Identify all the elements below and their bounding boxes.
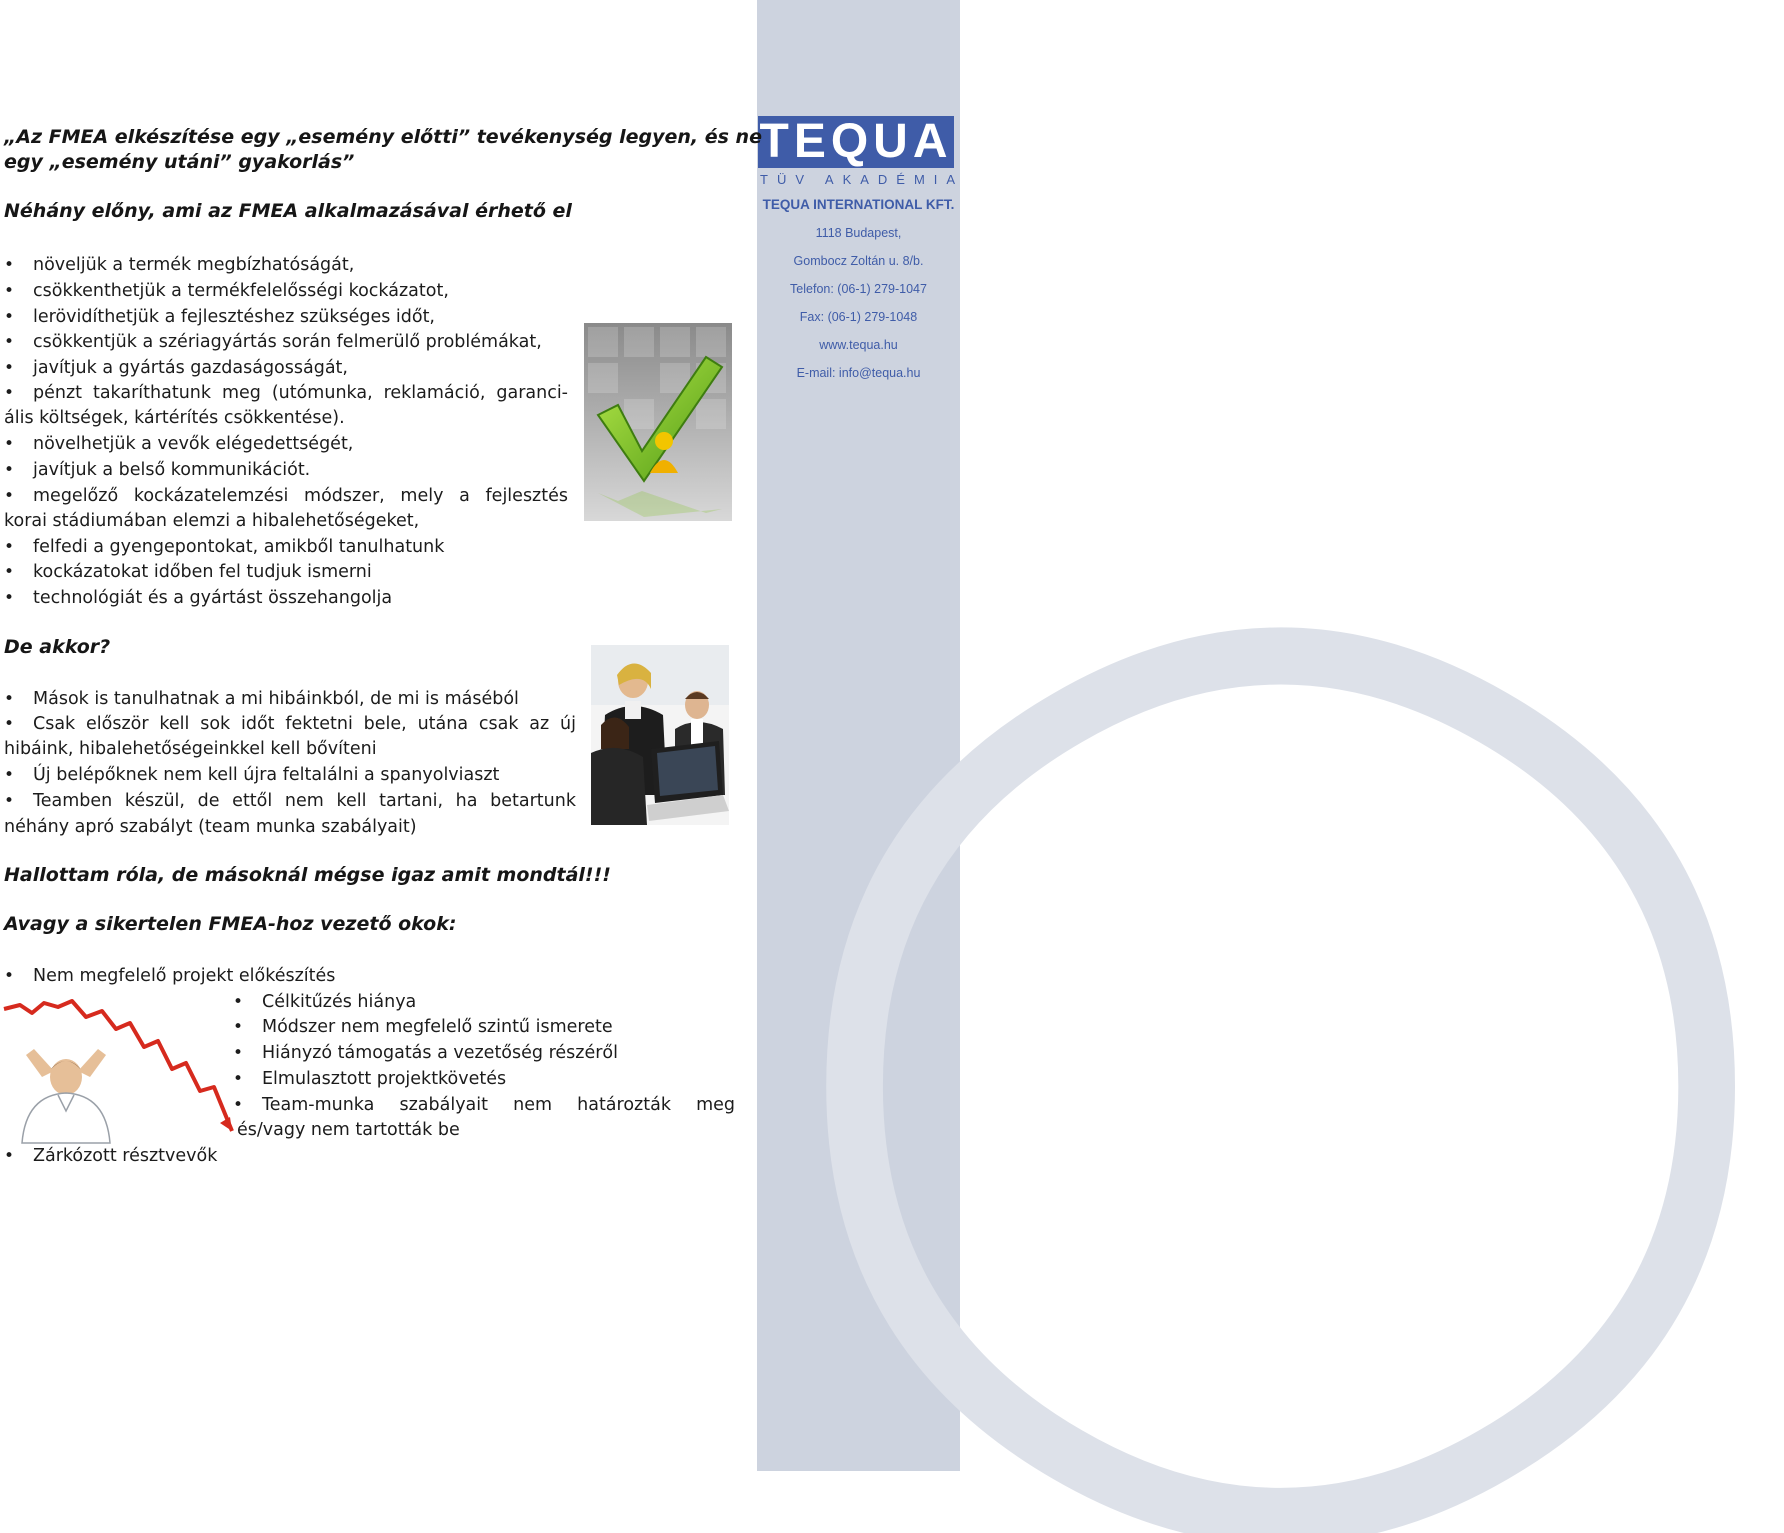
list-item: • lerövidíthetjük a fejlesztéshez szükséges időt, [33, 305, 435, 329]
company-name: TEQUA INTERNATIONAL KFT. [762, 197, 955, 212]
list-item: • csökkenthetjük a termékfelelősségi kockázatot, [33, 279, 449, 303]
section-heading-hallottam: Hallottam róla, de másoknál mégse igaz amit mondtál!!! [4, 864, 611, 886]
fax: Fax: (06-1) 279-1048 [799, 310, 918, 324]
section-heading-okok: Avagy a sikertelen FMEA-hoz vezető okok: [4, 913, 457, 935]
watermark-q-shape: ◯ [777, 486, 1784, 1533]
benefits-heading: Néhány előny, ami az FMEA alkalmazásával érhető el [4, 200, 572, 222]
stressed-man-falling-chart-illustration [2, 995, 237, 1143]
list-item: • felfedi a gyengepontokat, amikből tanulhatunk [33, 535, 444, 559]
sub-list-item: • Módszer nem megfelelő szintű ismerete [262, 1015, 613, 1039]
intro-quote-line-2: egy „esemény utáni” gyakorlás” [4, 151, 355, 173]
list-item: • növelhetjük a vevők elégedettségét, [33, 432, 353, 456]
list-item: • megelőző kockázatelemzési módszer, mely a fejlesztés [33, 484, 568, 508]
list-item-continuation: hibáink, hibalehetőségeinkkel kell bővíteni [4, 739, 377, 759]
sub-list-item: • Célkitűzés hiánya [262, 990, 416, 1014]
list-item: • Zárkózott résztvevők [33, 1144, 217, 1168]
sub-list-item: • Elmulasztott projektkövetés [262, 1067, 506, 1091]
address-line-2: Gombocz Zoltán u. 8/b. [793, 254, 924, 268]
list-item-continuation: néhány apró szabályt (team munka szabályait) [4, 817, 417, 837]
phone: Telefon: (06-1) 279-1047 [790, 282, 927, 296]
list-item: • Nem megfelelő projekt előkészítés [33, 964, 335, 988]
list-item: • Csak először kell sok időt fektetni bele, utána csak az új [33, 712, 576, 736]
sub-list-item: • Hiányzó támogatás a vezetőség részéről [262, 1041, 618, 1065]
list-item: • javítjuk a gyártás gazdaságosságát, [33, 356, 348, 380]
address-line-1: 1118 Budapest, [815, 226, 902, 240]
logo-subtitle: TÜV AKADÉMIA [760, 172, 965, 187]
sub-list-item: • Team-munka szabályait nem határozták meg [262, 1093, 735, 1117]
list-item-continuation: korai stádiumában elemzi a hibalehetőségeket, [4, 511, 420, 531]
intro-quote-line-1: „Az FMEA elkészítése egy „esemény előtti” tevékenység legyen, és ne [4, 126, 762, 148]
website-link[interactable]: www.tequa.hu [819, 338, 898, 352]
list-item: • csökkentjük a szériagyártás során felmerülő problémákat, [33, 330, 542, 354]
list-item-continuation: ális költségek, kártérítés csökkentése). [4, 408, 345, 428]
list-item: • Teamben készül, de ettől nem kell tartani, ha betartunk [33, 789, 576, 813]
list-item: • kockázatokat időben fel tudjuk ismerni [33, 560, 372, 584]
list-item: • Mások is tanulhatnak a mi hibáinkból, de mi is máséból [33, 687, 519, 711]
sub-list-item-continuation: és/vagy nem tartották be [237, 1120, 460, 1140]
tequa-logo: TEQUA [759, 115, 953, 168]
sidebar [757, 0, 1784, 1533]
business-team-photo [591, 645, 729, 825]
list-item: • Új belépőknek nem kell újra feltalálni a spanyolviaszt [33, 763, 499, 787]
list-item: • javítjuk a belső kommunikációt. [33, 458, 310, 482]
email-link[interactable]: E-mail: info@tequa.hu [796, 366, 921, 380]
list-item: • pénzt takaríthatunk meg (utómunka, reklamáció, garanci- [33, 381, 568, 405]
check-mark-person-illustration [584, 323, 732, 521]
list-item: • növeljük a termék megbízhatóságát, [33, 253, 354, 277]
list-item: • technológiát és a gyártást összehangolja [33, 586, 392, 610]
section-heading-de-akkor: De akkor? [4, 636, 111, 658]
